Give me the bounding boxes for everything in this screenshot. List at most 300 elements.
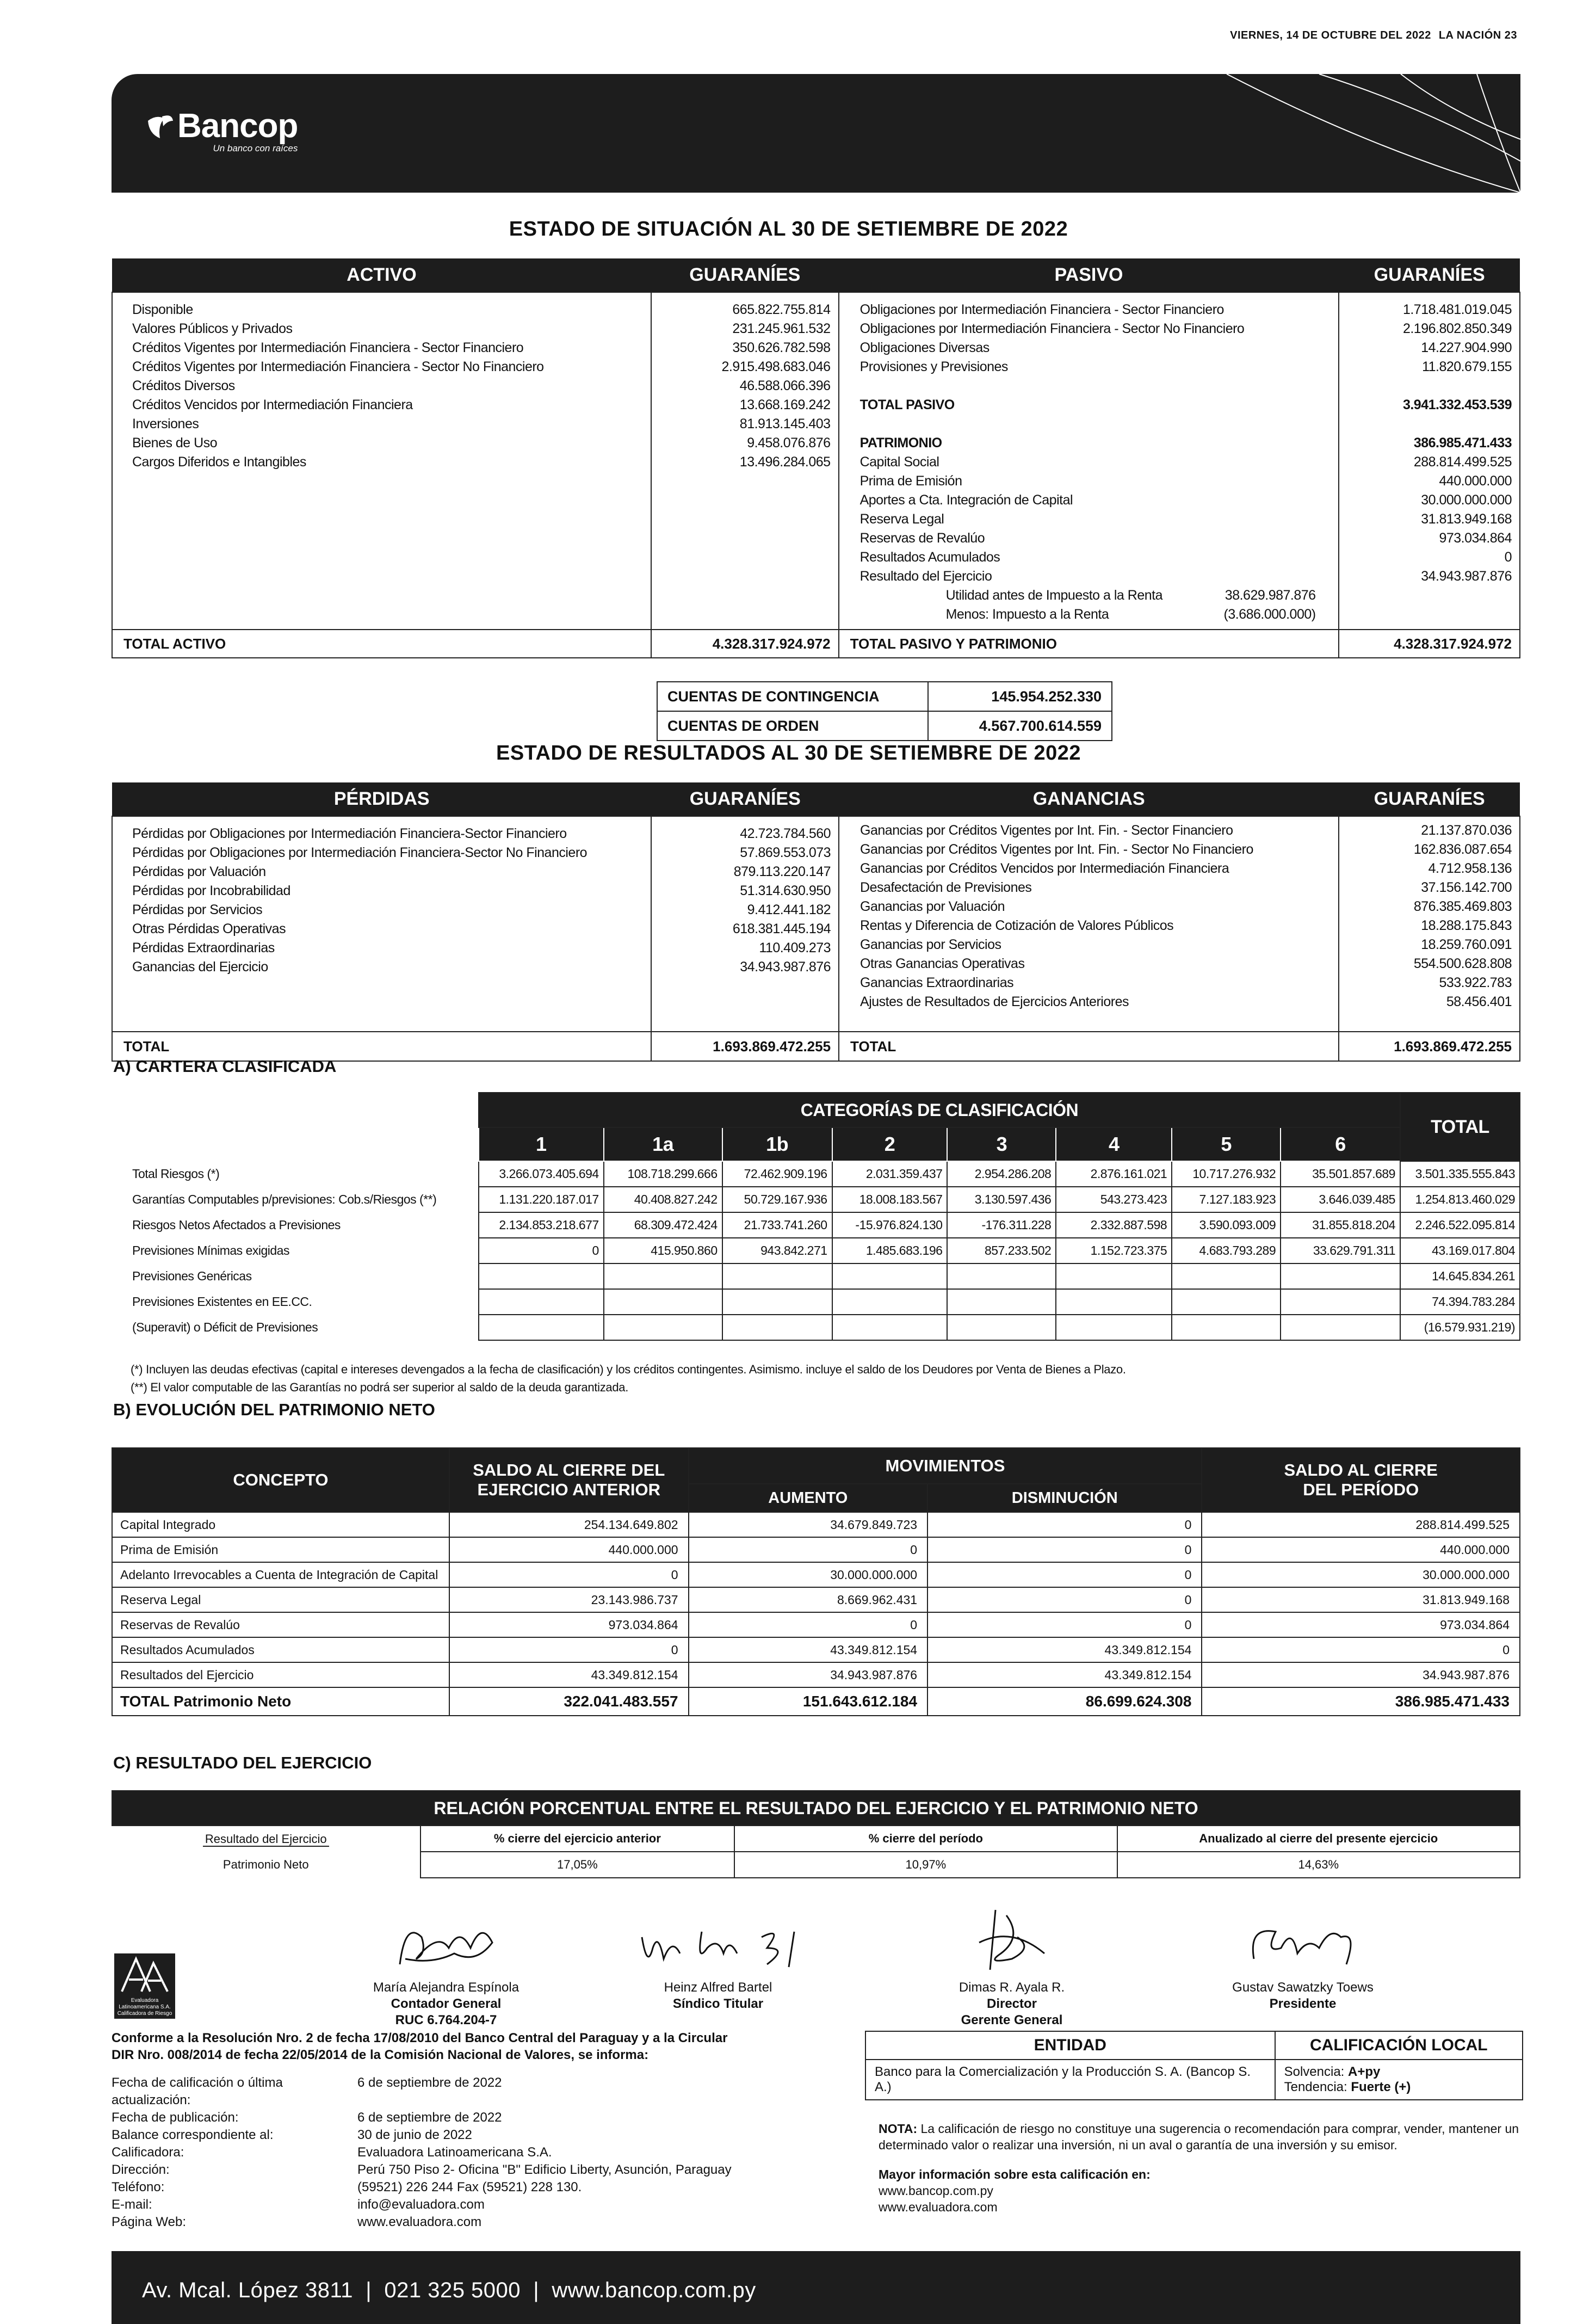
- liability-value: 2.196.802.850.349: [1402, 321, 1512, 336]
- loss-label: Pérdidas por Incobrabilidad: [132, 883, 290, 898]
- contingencia-value: 145.954.252.330: [928, 682, 1112, 711]
- loss-label: Ganancias del Ejercicio: [132, 959, 268, 975]
- evaluadora-logo-text: Evaluadora Latinoamericana S.A. Calificadora de Riesgo: [117, 1998, 172, 2017]
- resultado-heading: C) RESULTADO DEL EJERCICIO: [113, 1753, 372, 1772]
- solvencia-value: A+py: [1348, 2064, 1381, 2079]
- total-activo-value: 4.328.317.924.972: [651, 630, 839, 658]
- header-banner: [112, 74, 1520, 193]
- evolucion-aum: 43.349.812.154: [689, 1637, 928, 1662]
- col-pasivo: PASIVO: [839, 258, 1339, 292]
- h-aumento: AUMENTO: [689, 1484, 928, 1512]
- evolucion-label: Capital Integrado: [112, 1512, 449, 1537]
- cartera-cell: 50.729.167.936: [722, 1187, 832, 1212]
- h-entidad: ENTIDAD: [865, 2031, 1275, 2060]
- sig-extra: Gerente General: [961, 2013, 1063, 2027]
- evolucion-label: Reservas de Revalúo: [112, 1612, 449, 1637]
- cartera-row: [112, 1212, 1520, 1238]
- rel-label-1: [112, 1826, 420, 1852]
- note: (*) Incluyen las deudas efectivas (capital e intereses devengados a la fecha de clasificación) y los créditos contingentes. Asimismo. incluye el saldo de los Deudores por Venta de Bienes a Plazo.: [131, 1363, 1126, 1376]
- balance-sheet-table: [112, 258, 1520, 658]
- equity-value: 973.034.864: [1439, 531, 1512, 546]
- gain-value: 162.836.087.654: [1413, 842, 1512, 857]
- cartera-notes: [131, 1360, 1126, 1396]
- cartera-body: [112, 1161, 1520, 1340]
- cartera-cell: 857.233.502: [947, 1238, 1056, 1263]
- sub-label: Utilidad antes de Impuesto a la Renta: [945, 588, 1162, 603]
- liability-label: Obligaciones por Intermediación Financiera - Sector No Financiero: [859, 321, 1245, 336]
- categorias-title: CATEGORÍAS DE CLASIFICACIÓN: [479, 1093, 1400, 1127]
- nota-block: [879, 2120, 1520, 2215]
- evolucion-body: [112, 1512, 1520, 1687]
- evolucion-ant: 43.349.812.154: [449, 1662, 689, 1687]
- equity-value: 30.000.000.000: [1421, 492, 1512, 508]
- evolucion-dis: 0: [927, 1562, 1202, 1587]
- cartera-cell: 1.485.683.196: [832, 1238, 948, 1263]
- results-title: ESTADO DE RESULTADOS AL 30 DE SETIEMBRE DE 2022: [496, 742, 1081, 765]
- asset-label: Bienes de Uso: [132, 435, 218, 451]
- cartera-cell: 33.629.791.311: [1281, 1238, 1400, 1263]
- results-table: [112, 782, 1520, 1062]
- evolucion-per: 34.943.987.876: [1202, 1662, 1520, 1687]
- evolucion-aum: 30.000.000.000: [689, 1562, 928, 1587]
- gain-value: 18.259.760.091: [1421, 937, 1512, 952]
- cartera-row-label: Garantías Computables p/previsiones: Cob.s/Riesgos (**): [132, 1192, 437, 1206]
- cartera-cell: 3.130.597.436: [947, 1187, 1056, 1212]
- asset-value: 350.626.782.598: [732, 340, 831, 355]
- asset-label: Cargos Diferidos e Intangibles: [132, 454, 306, 470]
- asset-value: 46.588.066.396: [739, 378, 831, 393]
- loss-label: Pérdidas Extraordinarias: [132, 940, 275, 956]
- evolucion-ant: 23.143.986.737: [449, 1587, 689, 1612]
- gain-label: Ganancias por Créditos Vencidos por Intermediación Financiera: [860, 861, 1229, 876]
- evolucion-per: 288.814.499.525: [1202, 1512, 1520, 1537]
- cartera-row-label: Riesgos Netos Afectados a Previsiones: [132, 1218, 341, 1232]
- balance-title: ESTADO DE SITUACIÓN AL 30 DE SETIEMBRE DE 2022: [509, 218, 1068, 241]
- dateline-date: VIERNES, 14 DE OCTUBRE DEL 2022: [1230, 29, 1431, 41]
- cartera-cell: [947, 1263, 1056, 1289]
- evolucion-aum: 34.943.987.876: [689, 1662, 928, 1687]
- loss-value: 34.943.987.876: [740, 959, 831, 975]
- sig-role: Contador General: [391, 1996, 502, 2011]
- asset-value: 231.245.961.532: [732, 321, 831, 336]
- loss-value: 879.113.220.147: [733, 864, 831, 879]
- cartera-cell: [722, 1289, 832, 1315]
- evolucion-ant: 0: [449, 1562, 689, 1587]
- loss-label: Otras Pérdidas Operativas: [132, 921, 286, 936]
- cat-3: 3: [947, 1127, 1056, 1161]
- liability-label: Obligaciones por Intermediación Financiera - Sector Financiero: [859, 302, 1224, 317]
- cartera-cell: 4.683.793.289: [1172, 1238, 1281, 1263]
- evolucion-per: 973.034.864: [1202, 1612, 1520, 1637]
- bancop-leaf-icon: [146, 113, 174, 140]
- col-guaranies-3: GUARANÍES: [651, 782, 839, 816]
- evolucion-dis: 0: [927, 1537, 1202, 1562]
- info-key: Calificadora:: [112, 2145, 184, 2160]
- equity-value: 34.943.987.876: [1421, 569, 1512, 584]
- cat-1a: 1a: [604, 1127, 722, 1161]
- orden-label: CUENTAS DE ORDEN: [657, 711, 928, 741]
- web-link-2[interactable]: www.evaluadora.com: [879, 2200, 998, 2214]
- evolucion-ant: 254.134.649.802: [449, 1512, 689, 1537]
- tendencia-value: Fuerte (+): [1351, 2080, 1411, 2094]
- evolucion-per: 440.000.000: [1202, 1537, 1520, 1562]
- cartera-cell: -15.976.824.130: [832, 1212, 948, 1238]
- evo-total-dis: 86.699.624.308: [927, 1687, 1202, 1716]
- cartera-cell: 2.876.161.021: [1056, 1161, 1172, 1187]
- cartera-cell: [722, 1315, 832, 1340]
- solvencia-label: Solvencia:: [1284, 2064, 1345, 2079]
- assets-values: [651, 292, 839, 630]
- evolucion-row: [112, 1512, 1520, 1537]
- equity-label: Reserva Legal: [859, 511, 944, 527]
- evolucion-row: [112, 1537, 1520, 1562]
- relacion-table: [112, 1790, 1520, 1878]
- evolucion-ant: 440.000.000: [449, 1537, 689, 1562]
- loss-value: 9.412.441.182: [747, 902, 831, 917]
- cartera-cell: [832, 1289, 948, 1315]
- evolucion-row: [112, 1637, 1520, 1662]
- info-value: Evaluadora Latinoamericana S.A.: [357, 2145, 552, 2160]
- evo-total-label: TOTAL Patrimonio Neto: [112, 1687, 449, 1716]
- cartera-row-total: 2.246.522.095.814: [1400, 1212, 1520, 1238]
- contingencia-label: CUENTAS DE CONTINGENCIA: [657, 682, 928, 711]
- asset-value: 665.822.755.814: [732, 302, 831, 317]
- cartera-cell: 40.408.827.242: [604, 1187, 722, 1212]
- sig-name: María Alejandra Espínola: [373, 1980, 520, 1995]
- loss-value: 110.409.273: [759, 940, 831, 956]
- asset-value: 2.915.498.683.046: [721, 359, 831, 374]
- col-guaranies-2: GUARANÍES: [1339, 258, 1520, 292]
- rel-h1: % cierre del ejercicio anterior: [420, 1826, 735, 1852]
- h-saldo-anterior: SALDO AL CIERRE DEL EJERCICIO ANTERIOR: [449, 1448, 689, 1512]
- info-value: 6 de septiembre de 2022: [357, 2075, 502, 2090]
- evolucion-label: Prima de Emisión: [112, 1537, 449, 1562]
- evolucion-ant: 973.034.864: [449, 1612, 689, 1637]
- cartera-cell: [604, 1263, 722, 1289]
- h-saldo-periodo: SALDO AL CIERRE DEL PERÍODO: [1202, 1448, 1520, 1512]
- orden-value: 4.567.700.614.559: [928, 711, 1112, 741]
- cat-1b: 1b: [722, 1127, 832, 1161]
- sig-role: Director: [986, 1996, 1037, 2011]
- info-value: 30 de junio de 2022: [357, 2128, 472, 2142]
- evolucion-aum: 8.669.962.431: [689, 1587, 928, 1612]
- note: (**) El valor computable de las Garantías no podrá ser superior al saldo de la deuda garantizada.: [131, 1380, 629, 1394]
- cartera-cell: 415.950.860: [604, 1238, 722, 1263]
- cartera-row: [112, 1238, 1520, 1263]
- cartera-cell: 7.127.183.923: [1172, 1187, 1281, 1212]
- info-value: (59521) 226 244 Fax (59521) 228 130.: [357, 2180, 582, 2194]
- liability-label: Provisiones y Previsiones: [859, 359, 1008, 374]
- losses-values: [651, 816, 839, 1032]
- cartera-cell: [1172, 1315, 1281, 1340]
- equity-label: Reservas de Revalúo: [859, 531, 985, 546]
- h-disminucion: DISMINUCIÓN: [927, 1484, 1202, 1512]
- cartera-row-label: Previsiones Mínimas exigidas: [132, 1243, 289, 1257]
- col-activo: ACTIVO: [112, 258, 651, 292]
- signature-scribble-3: [947, 1904, 1077, 1975]
- cartera-row-label: Previsiones Genéricas: [132, 1269, 252, 1283]
- cartera-cell: [479, 1289, 604, 1315]
- gain-label: Ganancias por Créditos Vigentes por Int. Fin. - Sector Financiero: [860, 823, 1233, 838]
- gain-label: Rentas y Diferencia de Cotización de Valores Públicos: [860, 918, 1174, 933]
- gain-value: 58.456.401: [1446, 994, 1512, 1009]
- evo-total-per: 386.985.471.433: [1202, 1687, 1520, 1716]
- evolucion-label: Reserva Legal: [112, 1587, 449, 1612]
- patrimonio-value: 386.985.471.433: [1413, 435, 1512, 451]
- evolucion-dis: 43.349.812.154: [927, 1662, 1202, 1687]
- cartera-cell: 1.131.220.187.017: [479, 1187, 604, 1212]
- evolucion-label: Resultados Acumulados: [112, 1637, 449, 1662]
- cartera-cell: 3.266.073.405.694: [479, 1161, 604, 1187]
- cartera-heading: A) CARTERA CLASIFICADA: [113, 1057, 337, 1076]
- cartera-row-label: Previsiones Existentes en EE.CC.: [132, 1294, 312, 1309]
- sig-extra: RUC 6.764.204-7: [395, 2013, 497, 2027]
- total-pasivo-label: TOTAL PASIVO: [859, 397, 955, 412]
- cartera-cell: [479, 1263, 604, 1289]
- cartera-cell: 543.273.423: [1056, 1187, 1172, 1212]
- total-pasivo-value: 3.941.332.453.539: [1402, 397, 1512, 412]
- sig-name: Dimas R. Ayala R.: [958, 1980, 1065, 1995]
- info-key: Fecha de calificación o última actualización:: [112, 2075, 283, 2107]
- footer-bar: [112, 2251, 1520, 2324]
- asset-value: 81.913.145.403: [739, 416, 831, 431]
- cartera-row: [112, 1187, 1520, 1212]
- evolucion-table: [112, 1447, 1520, 1716]
- loss-value: 618.381.445.194: [732, 921, 831, 936]
- info-key: Fecha de publicación:: [112, 2110, 239, 2125]
- cartera-total-header: TOTAL: [1400, 1093, 1520, 1161]
- loss-value: 51.314.630.950: [740, 883, 831, 898]
- asset-label: Inversiones: [132, 416, 199, 431]
- info-value: Perú 750 Piso 2- Oficina "B" Edificio Liberty, Asunción, Paraguay: [357, 2162, 732, 2177]
- evolucion-per: 31.813.949.168: [1202, 1587, 1520, 1612]
- signature-contador: [332, 1915, 560, 2029]
- cartera-cell: [1281, 1315, 1400, 1340]
- signature-scribble-2: [620, 1915, 816, 1975]
- gain-value: 876.385.469.803: [1413, 899, 1512, 914]
- gain-label: Ganancias Extraordinarias: [860, 975, 1014, 990]
- bancop-logo: [146, 107, 298, 154]
- gains-labels: [839, 816, 1339, 1032]
- cat-6: 6: [1281, 1127, 1400, 1161]
- cartera-cell: 0: [479, 1238, 604, 1263]
- sig-role: Presidente: [1269, 1996, 1337, 2011]
- col-perdidas: PÉRDIDAS: [112, 782, 651, 816]
- equity-value: 31.813.949.168: [1421, 511, 1512, 527]
- cartera-cell: [1056, 1289, 1172, 1315]
- total-right-value: 1.693.869.472.255: [1339, 1032, 1520, 1061]
- cartera-row-total: 1.254.813.460.029: [1400, 1187, 1520, 1212]
- liability-value: 11.820.679.155: [1422, 359, 1512, 374]
- asset-value: 13.668.169.242: [739, 397, 831, 412]
- rel-h2: % cierre del período: [734, 1826, 1117, 1852]
- signature-sindico: [620, 1915, 816, 2012]
- cartera-cell: 72.462.909.196: [722, 1161, 832, 1187]
- liability-value: 1.718.481.019.045: [1402, 302, 1512, 317]
- asset-label: Valores Públicos y Privados: [132, 321, 293, 336]
- cartera-row: [112, 1315, 1520, 1340]
- banner-arcs: [1194, 74, 1520, 193]
- evaluadora-mark-icon: [114, 1953, 175, 1996]
- footer-contact: Av. Mcal. López 3811 | 021 325 5000 | www.bancop.com.py: [142, 2278, 756, 2302]
- cartera-row-total: 3.501.335.555.843: [1400, 1161, 1520, 1187]
- cartera-cell: 2.954.286.208: [947, 1161, 1056, 1187]
- gain-label: Ganancias por Valuación: [860, 899, 1005, 914]
- evolucion-aum: 34.679.849.723: [689, 1512, 928, 1537]
- loss-value: 42.723.784.560: [740, 826, 831, 841]
- cartera-cell: 21.733.741.260: [722, 1212, 832, 1238]
- cartera-cell: [1281, 1263, 1400, 1289]
- total-right-label: TOTAL: [839, 1032, 1339, 1061]
- cartera-cell: 18.008.183.567: [832, 1187, 948, 1212]
- cartera-cell: [604, 1315, 722, 1340]
- cartera-row-label: (Superavit) o Déficit de Previsiones: [132, 1320, 318, 1334]
- evolucion-heading: B) EVOLUCIÓN DEL PATRIMONIO NETO: [113, 1400, 435, 1419]
- liability-label: Obligaciones Diversas: [859, 340, 990, 355]
- cartera-row-total: 74.394.783.284: [1400, 1289, 1520, 1315]
- cat-1: 1: [479, 1127, 604, 1161]
- equity-value: 288.814.499.525: [1413, 454, 1512, 470]
- losses-labels: [112, 816, 651, 1032]
- gain-label: Ganancias por Créditos Vigentes por Int. Fin. - Sector No Financiero: [860, 842, 1253, 857]
- rel-v3: 14,63%: [1117, 1852, 1520, 1878]
- gain-value: 4.712.958.136: [1428, 861, 1512, 876]
- gain-value: 18.288.175.843: [1421, 918, 1512, 933]
- cartera-cell: 108.718.299.666: [604, 1161, 722, 1187]
- cartera-cell: 68.309.472.424: [604, 1212, 722, 1238]
- equity-value: 440.000.000: [1439, 473, 1512, 489]
- evo-total-aum: 151.643.612.184: [689, 1687, 928, 1716]
- cartera-cell: [947, 1289, 1056, 1315]
- rel-lab2: Patrimonio Neto: [222, 1858, 309, 1871]
- cartera-cell: 3.590.093.009: [1172, 1212, 1281, 1238]
- cat-2: 2: [832, 1127, 948, 1161]
- col-guaranies-4: GUARANÍES: [1339, 782, 1520, 816]
- loss-value: 57.869.553.073: [740, 845, 831, 860]
- cartera-cell: [604, 1289, 722, 1315]
- cartera-cell: [1056, 1315, 1172, 1340]
- col-guaranies-1: GUARANÍES: [651, 258, 839, 292]
- cartera-cell: 10.717.276.932: [1172, 1161, 1281, 1187]
- sub-label: Menos: Impuesto a la Renta: [945, 607, 1109, 622]
- asset-label: Créditos Diversos: [132, 378, 235, 393]
- gain-label: Otras Ganancias Operativas: [860, 956, 1025, 971]
- h-concepto: CONCEPTO: [112, 1448, 449, 1512]
- calificacion-intro: Conforme a la Resolución Nro. 2 de fecha 17/08/2010 del Banco Central del Paraguay y a la Circular DIR Nro. 008/2014 de fecha 22/05/2014 de la Comisión Nacional de Valores, se informa:: [112, 2031, 728, 2062]
- cat-4: 4: [1056, 1127, 1172, 1161]
- signature-scribble-4: [1232, 1915, 1374, 1975]
- cartera-cell: 31.855.818.204: [1281, 1212, 1400, 1238]
- evolucion-dis: 43.349.812.154: [927, 1637, 1202, 1662]
- asset-value: 13.496.284.065: [739, 454, 831, 470]
- cartera-row: [112, 1289, 1520, 1315]
- signature-director: [925, 1904, 1099, 2029]
- equity-label: Prima de Emisión: [859, 473, 962, 489]
- evolucion-dis: 0: [927, 1587, 1202, 1612]
- calificacion-values: [1275, 2060, 1523, 2100]
- cartera-cell: 943.842.271: [722, 1238, 832, 1263]
- evolucion-label: Resultados del Ejercicio: [112, 1662, 449, 1687]
- loss-label: Pérdidas por Valuación: [132, 864, 266, 879]
- cartera-cell: [1172, 1263, 1281, 1289]
- loss-label: Pérdidas por Servicios: [132, 902, 263, 917]
- liabilities-labels: [839, 292, 1339, 630]
- total-left-label: TOTAL: [112, 1032, 651, 1061]
- h-calificacion: CALIFICACIÓN LOCAL: [1275, 2031, 1523, 2060]
- dateline: [1230, 29, 1517, 42]
- entidad-name: Banco para la Comercialización y la Producción S. A. (Bancop S. A.): [865, 2060, 1275, 2100]
- equity-value: 0: [1504, 550, 1512, 565]
- liability-value: 14.227.904.990: [1421, 340, 1512, 355]
- cartera-cell: [832, 1263, 948, 1289]
- entidad-table: [865, 2031, 1523, 2100]
- signature-presidente: [1213, 1915, 1393, 2012]
- evolucion-aum: 0: [689, 1537, 928, 1562]
- cartera-cell: 1.152.723.375: [1056, 1238, 1172, 1263]
- evolucion-row: [112, 1587, 1520, 1612]
- info-key: Teléfono:: [112, 2180, 165, 2194]
- col-ganancias: GANANCIAS: [839, 782, 1339, 816]
- cartera-cell: [947, 1315, 1056, 1340]
- evo-total-ant: 322.041.483.557: [449, 1687, 689, 1716]
- sub-value: 38.629.987.876: [1225, 588, 1316, 603]
- evolucion-row: [112, 1562, 1520, 1587]
- gain-label: Ganancias por Servicios: [860, 937, 1001, 952]
- rel-v2: 10,97%: [734, 1852, 1117, 1878]
- asset-label: Disponible: [132, 302, 193, 317]
- sig-name: Heinz Alfred Bartel: [664, 1980, 772, 1995]
- nota-text: La calificación de riesgo no constituye una sugerencia o recomendación para comprar, vender, mantener un determinado valor o realizar una inversión, ni un aval o garantía de una inversión y su emisor.: [879, 2122, 1519, 2152]
- cartera-cell: 2.134.853.218.677: [479, 1212, 604, 1238]
- patrimonio-label: PATRIMONIO: [859, 435, 942, 451]
- cartera-cell: [832, 1315, 948, 1340]
- cartera-cell: 2.031.359.437: [832, 1161, 948, 1187]
- cartera-row-label: Total Riesgos (*): [132, 1167, 220, 1181]
- equity-label: Aportes a Cta. Integración de Capital: [859, 492, 1073, 508]
- asset-value: 9.458.076.876: [747, 435, 831, 451]
- info-key: Página Web:: [112, 2215, 186, 2229]
- gain-value: 554.500.628.808: [1413, 956, 1512, 971]
- asset-label: Créditos Vencidos por Intermediación Financiera: [132, 397, 413, 412]
- brand-tagline: Un banco con raíces: [213, 143, 298, 153]
- h-movimientos: MOVIMIENTOS: [689, 1448, 1202, 1484]
- cartera-row-total: 14.645.834.261: [1400, 1263, 1520, 1289]
- evolucion-dis: 0: [927, 1512, 1202, 1537]
- gain-label: Desafectación de Previsiones: [860, 880, 1032, 895]
- info-key: E-mail:: [112, 2197, 152, 2212]
- rel-lab1: Resultado del Ejercicio: [203, 1832, 329, 1847]
- sig-role: Síndico Titular: [672, 1996, 764, 2011]
- dateline-paper: LA NACIÓN 23: [1438, 29, 1517, 41]
- web-link-1[interactable]: www.bancop.com.py: [879, 2184, 993, 2198]
- info-value: info@evaluadora.com: [357, 2197, 485, 2212]
- signature-scribble-1: [384, 1915, 509, 1975]
- evolucion-row: [112, 1662, 1520, 1687]
- info-value: 6 de septiembre de 2022: [357, 2110, 502, 2125]
- loss-label: Pérdidas por Obligaciones por Intermediación Financiera-Sector No Financiero: [132, 845, 587, 860]
- brand-name: Bancop: [177, 107, 298, 145]
- total-pp-label: TOTAL PASIVO Y PATRIMONIO: [839, 630, 1339, 658]
- total-left-value: 1.693.869.472.255: [651, 1032, 839, 1061]
- cartera-row-total: (16.579.931.219): [1400, 1315, 1520, 1340]
- evolucion-dis: 0: [927, 1612, 1202, 1637]
- tendencia-label: Tendencia:: [1284, 2080, 1347, 2094]
- cartera-cell: [722, 1263, 832, 1289]
- cartera-row: [112, 1161, 1520, 1187]
- relacion-title: RELACIÓN PORCENTUAL ENTRE EL RESULTADO DEL EJERCICIO Y EL PATRIMONIO NETO: [112, 1791, 1520, 1826]
- sig-name: Gustav Sawatzky Toews: [1232, 1980, 1374, 1995]
- info-key: Balance correspondiente al:: [112, 2128, 274, 2142]
